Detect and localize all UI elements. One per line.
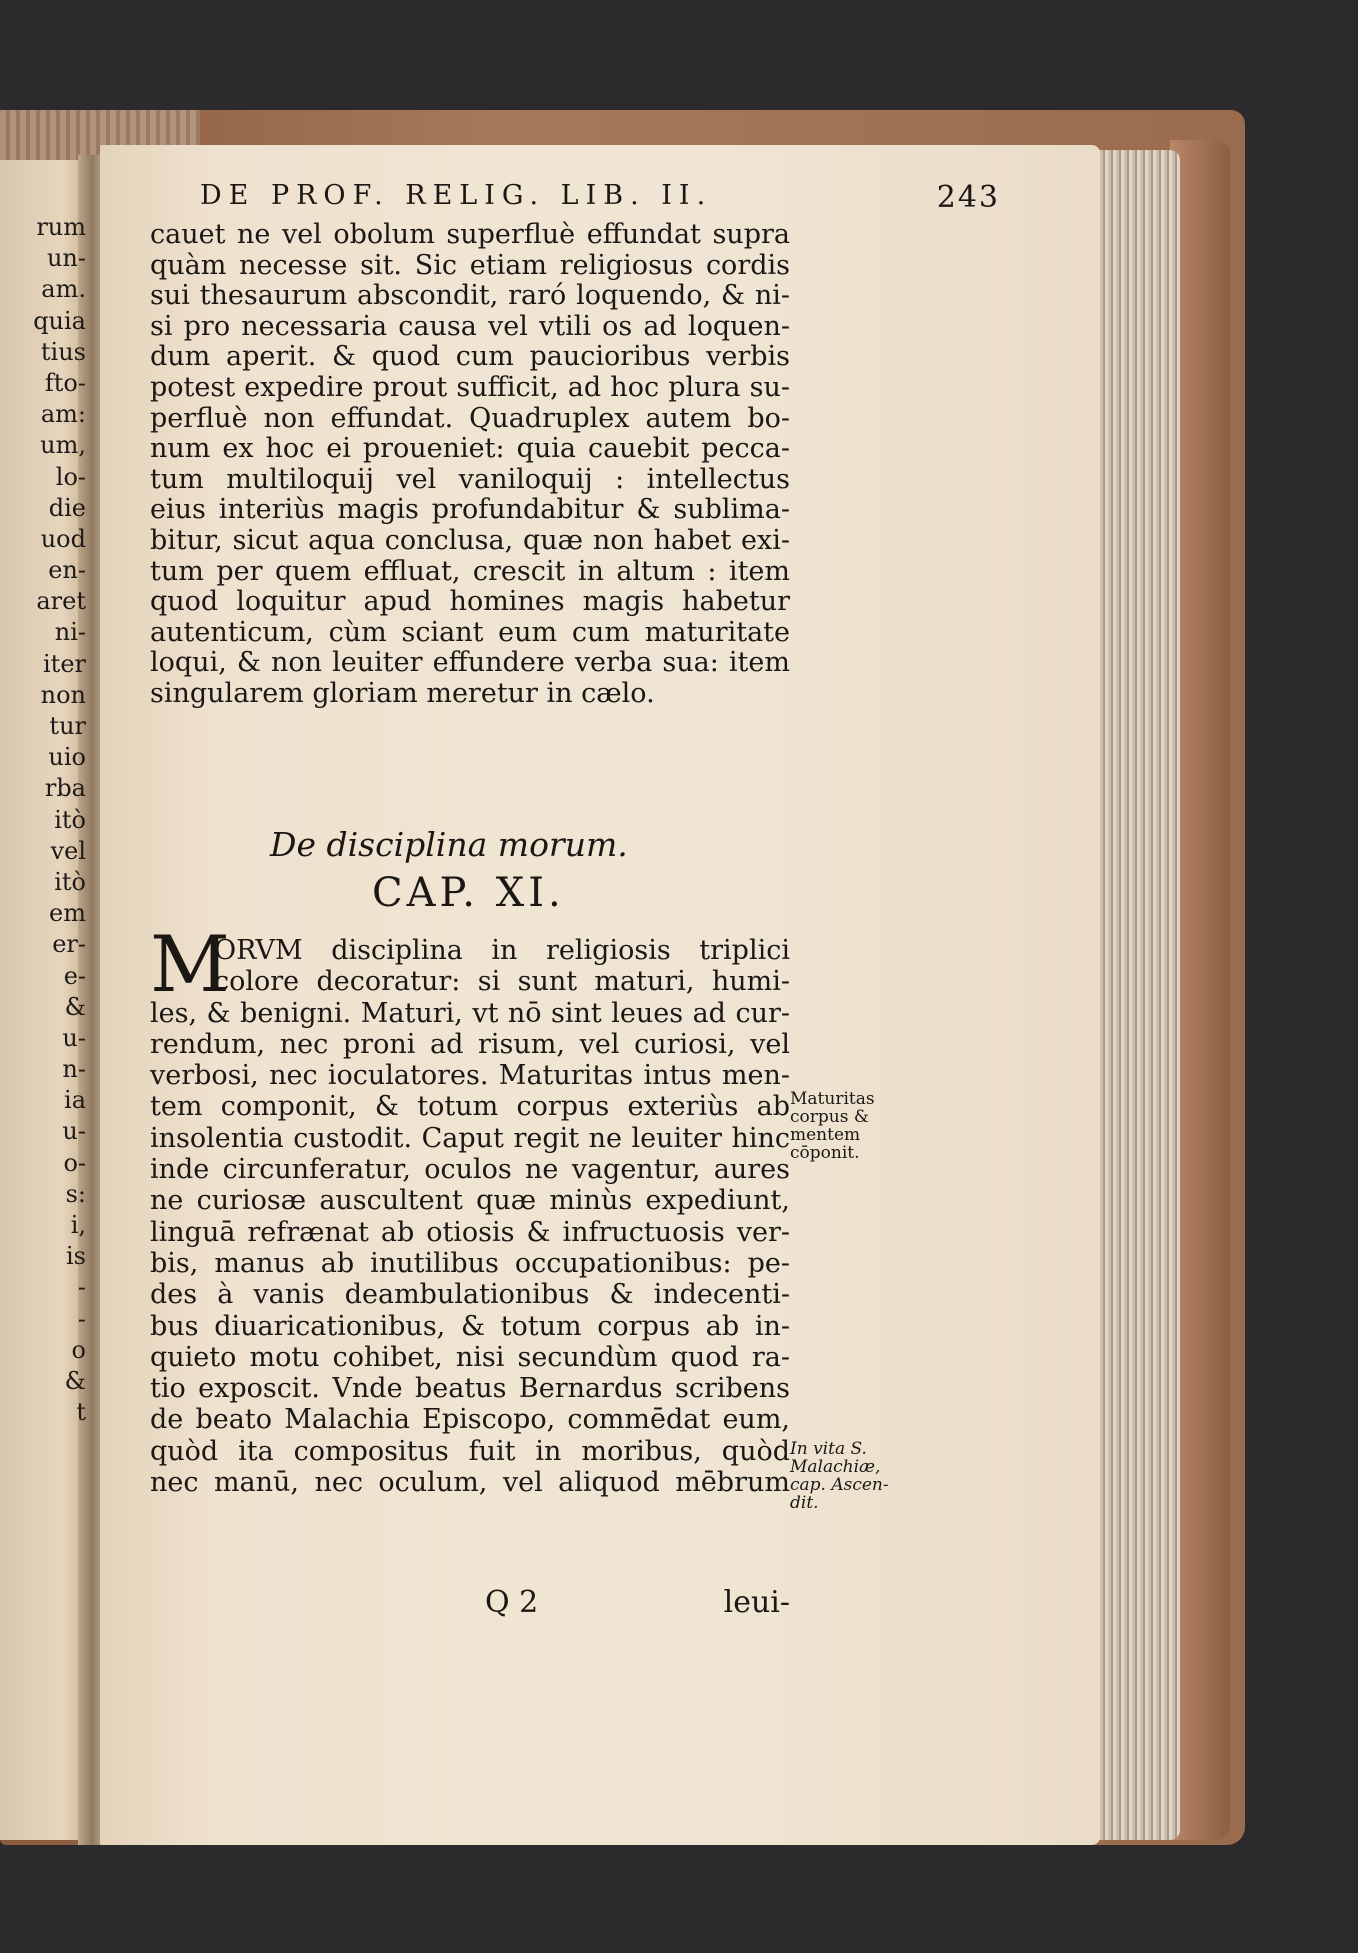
- margin-note-line: Maturitas: [790, 1089, 875, 1109]
- left-page-line: vel: [50, 836, 86, 865]
- left-page-line: itò: [54, 867, 86, 896]
- left-page-line: ni-: [54, 618, 86, 647]
- chapter-text-line: inde circunferatur, oculos ne vagentur, aures: [150, 1154, 790, 1186]
- left-page-line: u-: [62, 1117, 86, 1146]
- left-page-line: en-: [48, 556, 86, 585]
- left-page-line: &: [64, 992, 86, 1021]
- text-line: eius interiùs magis profundabitur & sublima-: [150, 494, 790, 526]
- chapter-text-line: de beato Malachia Episcopo, commēdat eum,: [150, 1404, 790, 1436]
- text-line: potest expedire prout sufficit, ad hoc plura su-: [150, 371, 790, 403]
- text-line: sui thesaurum abscondit, raró loquendo, & ni-: [150, 280, 790, 312]
- left-page-line: rum: [36, 213, 86, 241]
- left-page-line: aret: [36, 587, 86, 616]
- chapter-text-line: colore decoratur: si sunt maturi, humi-: [214, 966, 790, 998]
- chapter-text-line: linguā refrænat ab otiosis & infructuosis ver-: [150, 1216, 790, 1248]
- text-line: loqui, & non leuiter effundere verba sua: item: [150, 647, 790, 679]
- margin-note-line: corpus &: [790, 1107, 869, 1127]
- left-page-line: iter: [43, 649, 86, 678]
- chapter-text-line: des à vanis deambulationibus & indecenti-: [150, 1279, 790, 1311]
- left-page-line: uod: [40, 524, 86, 553]
- text-line: quod loquitur apud homines magis habetur: [150, 586, 790, 618]
- chapter-text-line: les, & benigni. Maturi, vt nō sint leues ad cur-: [150, 997, 790, 1029]
- chapter-text-line: rendum, nec proni ad risum, vel curiosi, vel: [150, 1028, 790, 1060]
- left-page-line: u-: [62, 1023, 86, 1052]
- left-page-line: o: [71, 1335, 86, 1364]
- margin-note-line: mentem: [790, 1125, 861, 1145]
- left-page-line: s:: [65, 1179, 86, 1208]
- left-page-line: is: [66, 1242, 86, 1271]
- page-number: 243: [936, 180, 1000, 215]
- text-line: tum multiloquij vel vaniloquij : intellectus: [150, 463, 790, 495]
- chapter-text-line: bis, manus ab inutilibus occupationibus: pe-: [150, 1247, 790, 1279]
- left-page-text: [0, 212, 86, 1428]
- chapter-text-line: tem componit, & totum corpus exteriùs ab: [150, 1091, 790, 1123]
- left-page-line: n-: [62, 1055, 86, 1084]
- text-line: bitur, sicut aqua conclusa, quæ non habet exi-: [150, 524, 790, 556]
- left-page-line: t: [76, 1398, 86, 1427]
- left-page-line: em: [49, 899, 86, 928]
- chapter-text-line: insolentia custodit. Caput regit ne leuiter hinc: [150, 1122, 790, 1154]
- margin-note-maturitas: [790, 1090, 910, 1162]
- margin-note-line: cōponit.: [790, 1143, 860, 1163]
- left-page-line: fto-: [44, 368, 86, 397]
- chapter-text-line: quieto motu cohibet, nisi secundùm quod ra-: [150, 1341, 790, 1373]
- left-page-line: quia: [33, 306, 86, 335]
- chapter-text-line: nec manū, nec oculum, vel aliquod mēbrum: [150, 1467, 790, 1499]
- left-page-line: am.: [41, 275, 86, 304]
- chapter-text-line: tio exposcit. Vnde beatus Bernardus scribens: [150, 1373, 790, 1405]
- running-title: DE PROF. RELIG. LIB. II.: [200, 180, 713, 211]
- text-line: singularem gloriam meretur in cælo.: [150, 677, 655, 709]
- margin-note-line: Malachiæ,: [790, 1457, 881, 1477]
- text-line: cauet ne vel obolum superfluè effundat supra: [150, 219, 790, 250]
- left-page-line: i,: [70, 1211, 86, 1239]
- left-page-line: die: [48, 493, 86, 522]
- left-page-line: o-: [63, 1148, 86, 1177]
- chapter-paragraph: [150, 935, 790, 1498]
- text-line: dum aperit. & quod cum paucioribus verbis: [150, 341, 790, 373]
- chapter-number: CAP. XI.: [372, 870, 565, 916]
- signature-mark: Q 2: [485, 1585, 539, 1620]
- left-page-line: &: [64, 1366, 86, 1395]
- left-page-line: tius: [40, 337, 86, 366]
- chapter-text-line: ne curiosæ auscultent quæ minùs expediunt,: [150, 1185, 790, 1217]
- left-page-line: um,: [40, 431, 86, 460]
- text-line: autenticum, cùm sciant eum cum maturitate: [150, 616, 790, 648]
- text-line: num ex hoc ei proueniet: quia cauebit pecca-: [150, 433, 790, 465]
- body-paragraph: [150, 220, 790, 710]
- drop-cap: M: [150, 920, 230, 1010]
- text-line: quàm necesse sit. Sic etiam religiosus cordis: [150, 249, 790, 281]
- left-page-line: ia: [64, 1086, 86, 1115]
- left-page-line: e-: [63, 961, 86, 990]
- left-page-line: non: [40, 680, 86, 709]
- text-line: si pro necessaria causa vel vtili os ad loquen-: [150, 310, 790, 342]
- chapter-text-line: bus diuaricationibus, & totum corpus ab in-: [150, 1310, 790, 1342]
- margin-note-line: cap. Ascen-: [790, 1475, 889, 1495]
- margin-note-line: dit.: [790, 1493, 819, 1513]
- margin-note-citation: [790, 1440, 910, 1512]
- left-page-line: am:: [40, 400, 86, 429]
- running-header: [200, 180, 1000, 215]
- left-page-line: tur: [49, 712, 86, 740]
- left-page-line: -: [77, 1273, 86, 1302]
- left-page-line: itò: [54, 805, 86, 834]
- chapter-text-line: verbosi, nec ioculatores. Maturitas intus men-: [150, 1060, 790, 1092]
- chapter-text-line: ORVM disciplina in religiosis triplici: [214, 935, 790, 966]
- chapter-title: De disciplina morum.: [270, 825, 628, 864]
- left-page-line: lo-: [55, 462, 86, 491]
- text-line: perfluè non effundat. Quadruplex autem bo-: [150, 402, 790, 434]
- catchword: leui-: [723, 1585, 790, 1620]
- chapter-text-line: quòd ita compositus fuit in moribus, quòd: [150, 1435, 790, 1467]
- text-line: tum per quem effluat, crescit in altum : item: [150, 555, 790, 587]
- left-page-line: er-: [52, 930, 86, 959]
- left-page-line: -: [77, 1304, 86, 1333]
- margin-note-line: In vita S.: [790, 1439, 867, 1459]
- left-page-line: uio: [48, 743, 86, 772]
- left-page-line: rba: [44, 774, 86, 803]
- left-page-line: un-: [46, 244, 86, 273]
